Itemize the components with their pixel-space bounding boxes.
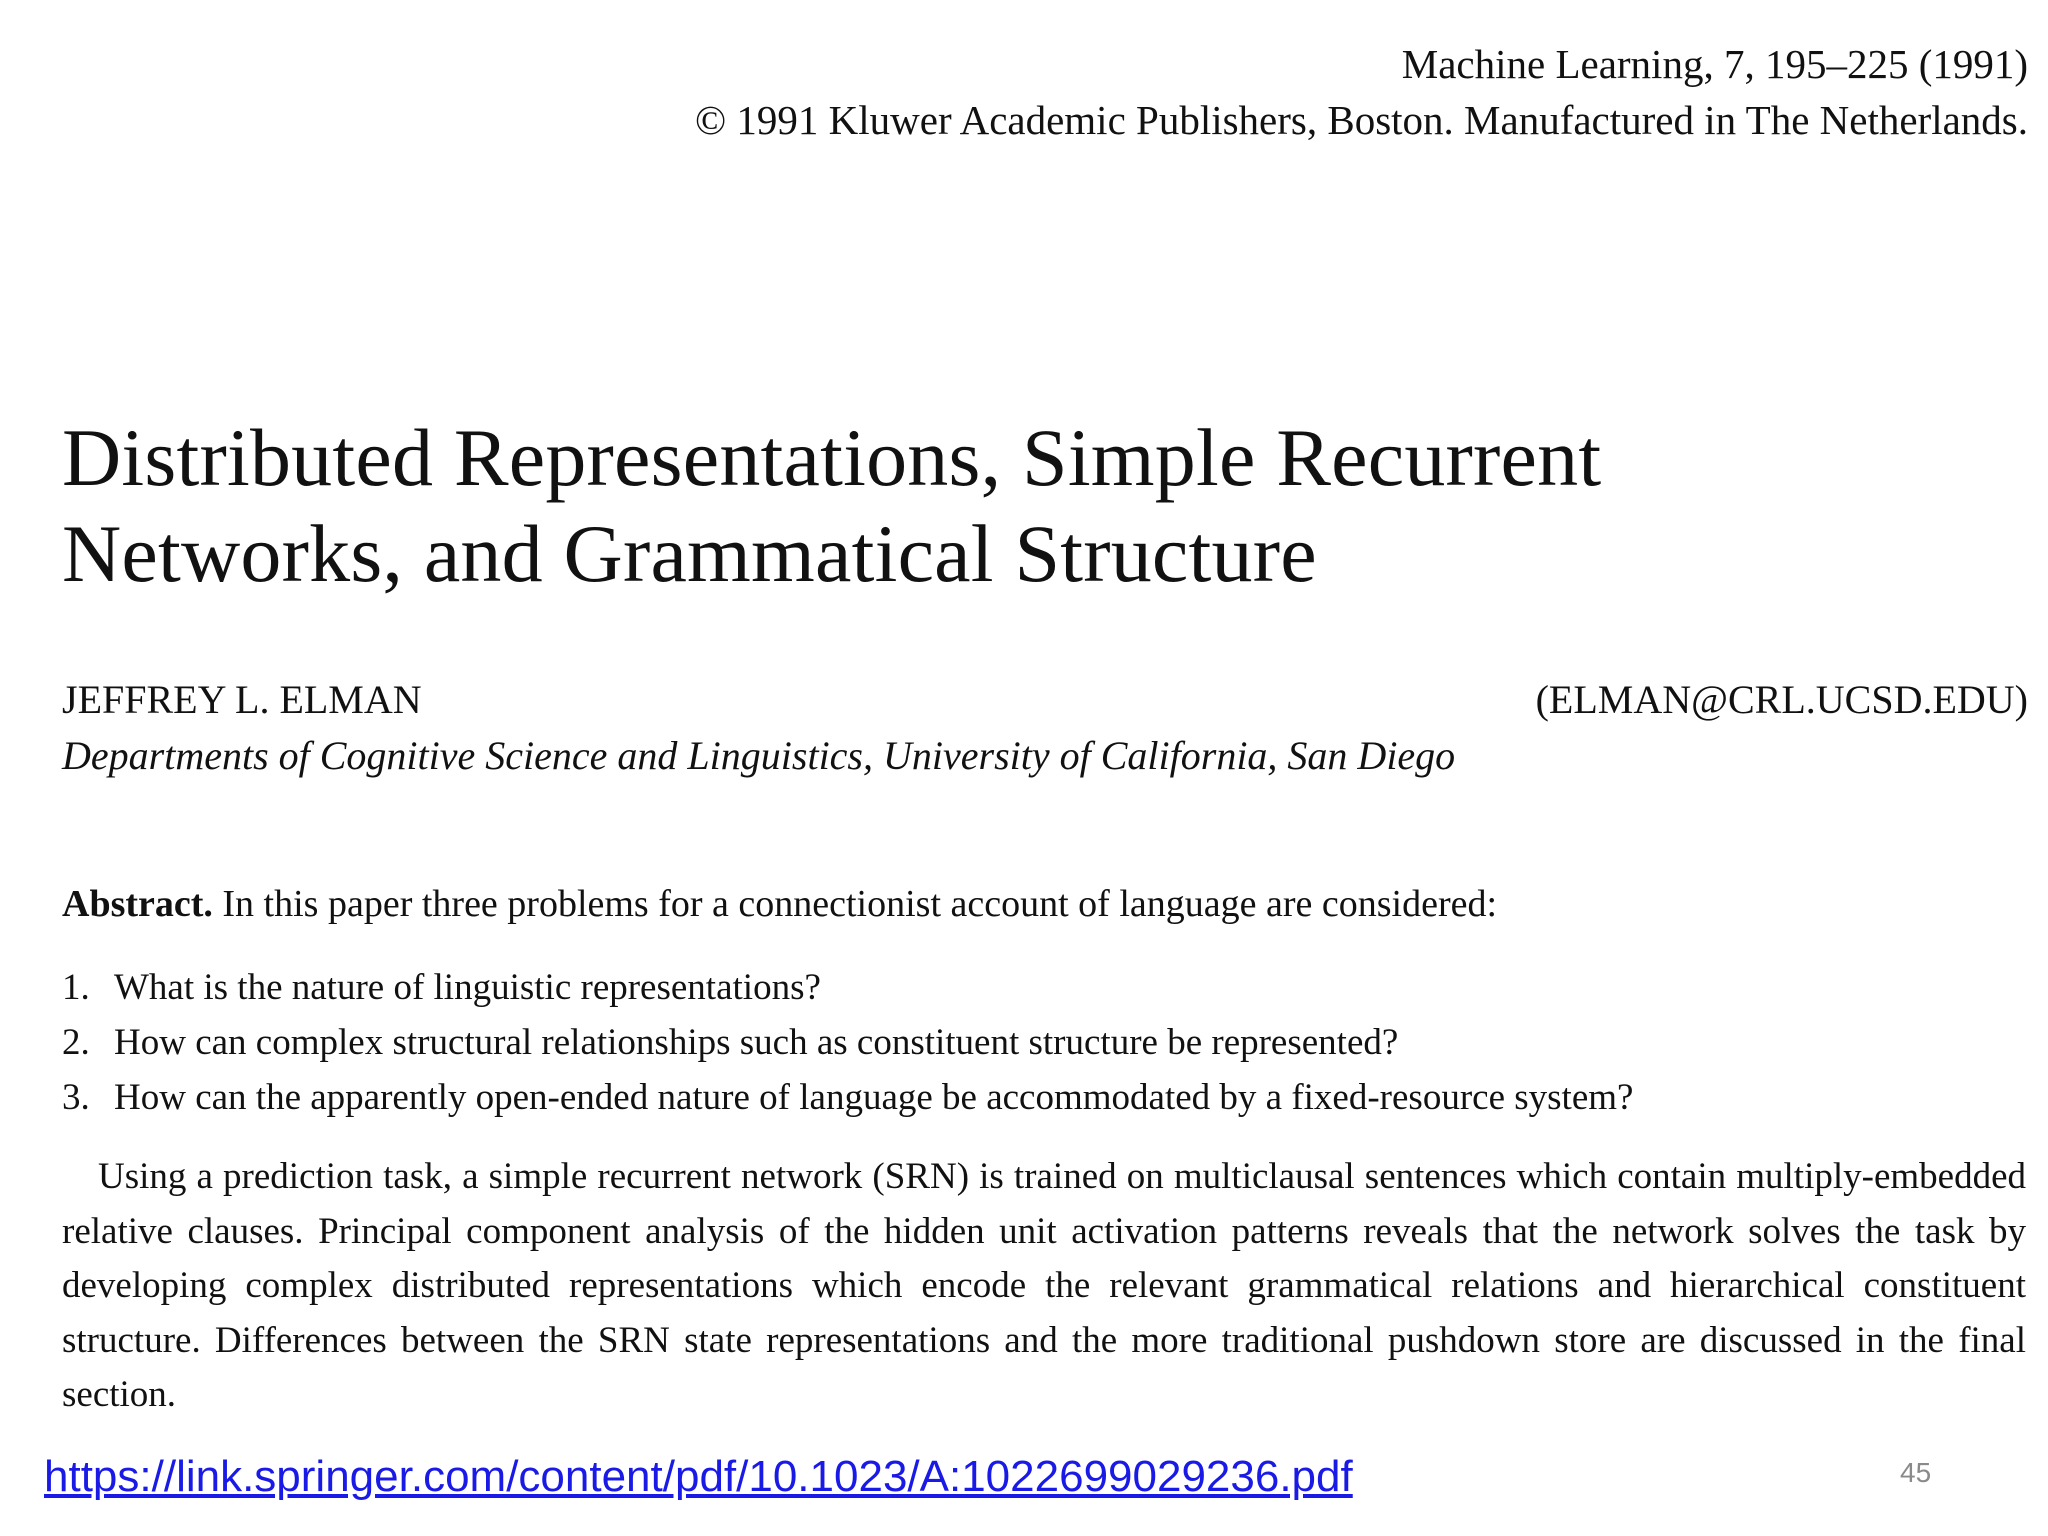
question-number: 3. [62, 1077, 90, 1118]
list-item [62, 960, 1633, 1015]
author-affiliation: Departments of Cognitive Science and Linguistics, University of California, San Diego [62, 733, 1456, 778]
source-link[interactable]: https://link.springer.com/content/pdf/10.1023/A:1022699029236.pdf [44, 1452, 1353, 1501]
paper-title [62, 410, 1601, 602]
journal-citation: Machine Learning, 7, 195–225 (1991) [1401, 41, 2028, 87]
list-item [62, 1070, 1633, 1125]
question-text: How can the apparently open-ended nature of language be accommodated by a fixed-resource system? [114, 1077, 1634, 1118]
question-number: 1. [62, 967, 90, 1008]
abstract-body-text: Using a prediction task, a simple recurrent network (SRN) is trained on multiclausal sentences which contain multiply-embedded relative clauses. Principal component analysis of the hidden unit activation patterns reveals that the network solves the task by developing complex distributed representations which encode the relevant grammatical relations and hierarchical constituent structure. Differences between the SRN state representations and the more traditional pushdown store are discussed in the final section. [62, 1156, 2026, 1415]
slide-number: 45 [1900, 1457, 1932, 1488]
title-line-2: Networks, and Grammatical Structure [62, 508, 1317, 599]
question-text: How can complex structural relationships such as constituent structure be represented? [114, 1022, 1399, 1063]
abstract-lead [62, 880, 1497, 928]
author-email: (ELMAN@CRL.UCSD.EDU) [1535, 677, 2028, 722]
abstract-lead-text: In this paper three problems for a connectionist account of language are considered: [222, 883, 1498, 925]
question-text: What is the nature of linguistic representations? [114, 967, 821, 1008]
question-list [62, 960, 1633, 1125]
title-line-1: Distributed Representations, Simple Recurrent [62, 412, 1602, 503]
copyright-notice: © 1991 Kluwer Academic Publishers, Boston. Manufactured in The Netherlands. [694, 97, 2028, 143]
list-item [62, 1015, 1633, 1070]
question-number: 2. [62, 1022, 90, 1063]
abstract-label: Abstract. [62, 883, 213, 925]
abstract-body [62, 1150, 2026, 1423]
author-name: JEFFREY L. ELMAN [62, 677, 422, 722]
